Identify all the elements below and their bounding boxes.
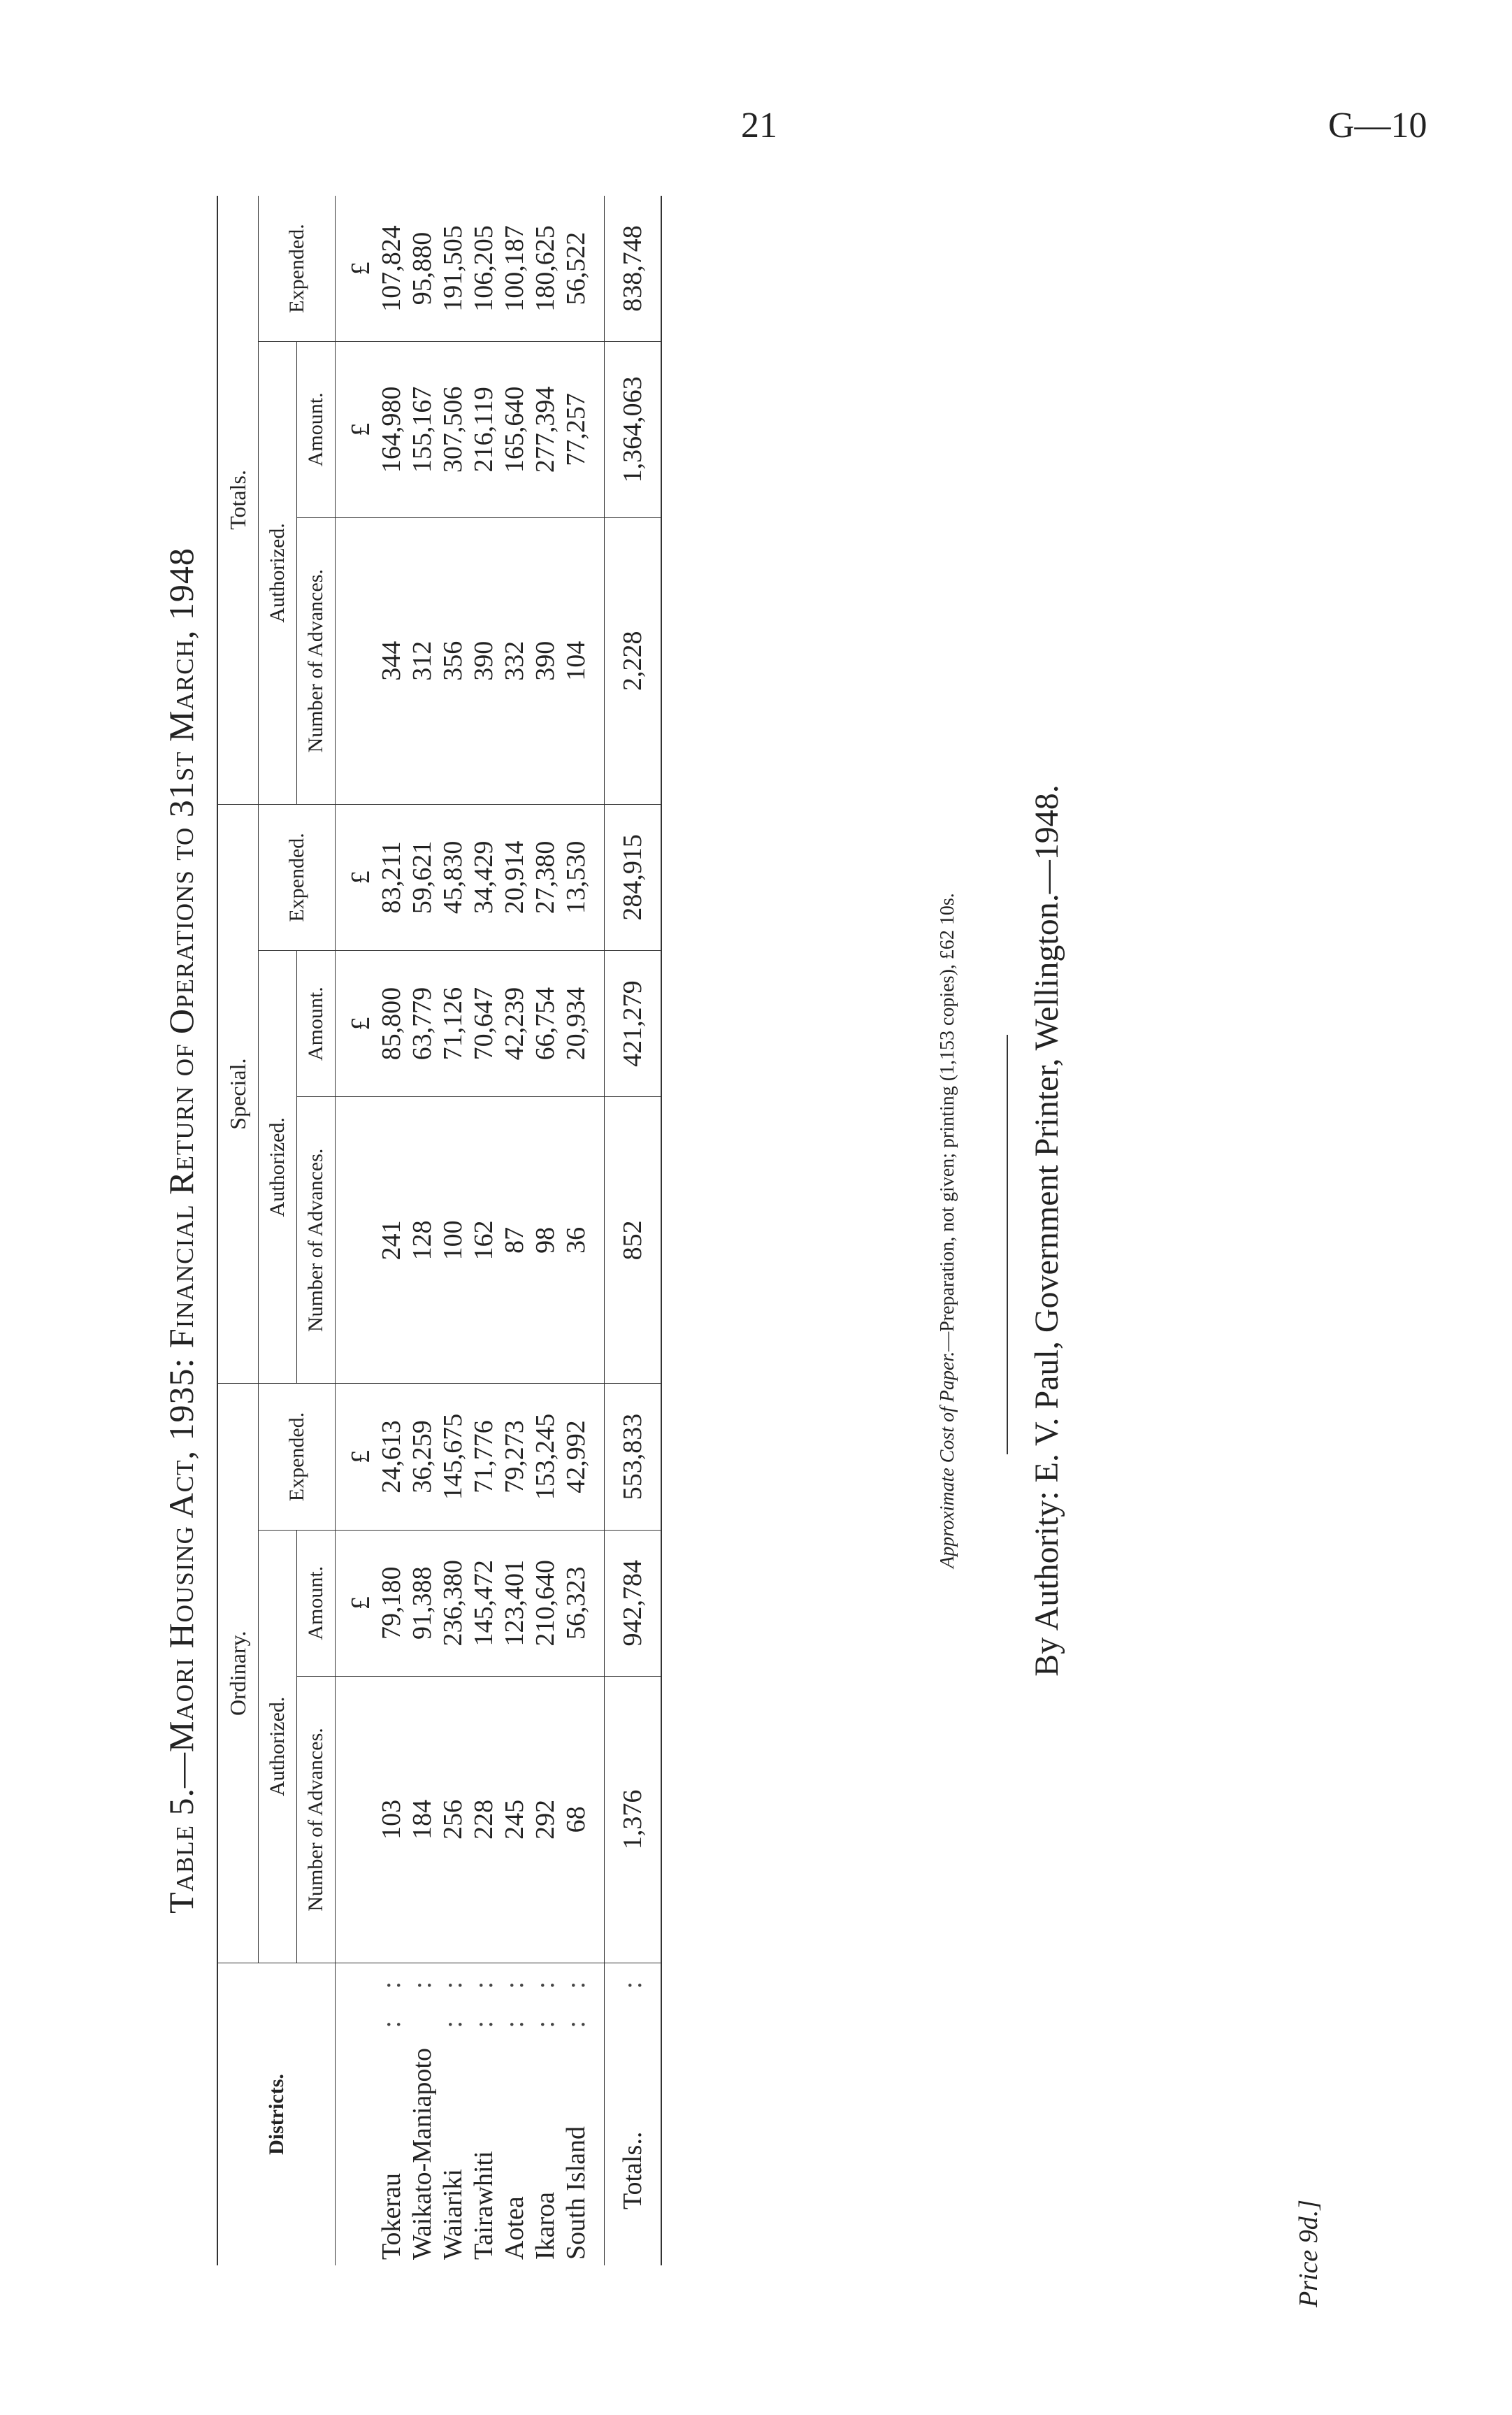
pound-sign: £ [336, 196, 377, 342]
price-note: Price 9d.] [1294, 2199, 1323, 2307]
table-title [161, 196, 201, 2265]
table-row [376, 196, 407, 2265]
pound-sign: £ [336, 342, 377, 518]
cell-s-exp: 83,211 [376, 804, 407, 950]
ordinary-authorized-header: Authorized. [259, 1530, 297, 1963]
ordinary-number-header: Number of Advances. [297, 1676, 336, 1963]
leader-dots: : : [500, 1969, 529, 2028]
total-ordinary-expended: 553,833 [605, 1384, 662, 1530]
rotated-page-content [161, 154, 1475, 2307]
cell-o-exp: 71,776 [468, 1384, 499, 1530]
cell-s-num: 128 [407, 1097, 438, 1384]
special-amount-header: Amount. [297, 951, 336, 1097]
district-cell [499, 1963, 530, 2266]
cost-note [937, 196, 959, 2265]
cell-t-exp: 180,625 [530, 196, 561, 342]
special-authorized-header: Authorized. [259, 951, 297, 1384]
table-row [499, 196, 530, 2265]
page-number: 21 [741, 106, 777, 145]
totals-label: Totals.. [618, 2131, 647, 2209]
total-totals-amount: 1,364,063 [605, 342, 662, 518]
total-special-expended: 284,915 [605, 804, 662, 950]
cell-t-exp: 107,824 [376, 196, 407, 342]
cell-t-amt: 155,167 [407, 342, 438, 518]
leader-dots: : : [438, 1969, 468, 2028]
district-cell [438, 1963, 468, 2266]
leader-dots: : [408, 1969, 437, 1989]
table-title-text: —Maori Housing Act, 1935: Financial Return of Operations to 31st March, 1948 [161, 547, 201, 1788]
cell-o-num: 103 [376, 1676, 407, 1963]
cell-o-exp: 24,613 [376, 1384, 407, 1530]
district-cell [468, 1963, 499, 2266]
cell-t-exp: 100,187 [499, 196, 530, 342]
cell-s-exp: 34,429 [468, 804, 499, 950]
cell-t-exp: 95,880 [407, 196, 438, 342]
district-name: Tokerau [377, 2173, 406, 2260]
cell-s-exp: 13,530 [561, 804, 605, 950]
cell-t-num: 312 [407, 517, 438, 804]
leader-dots: : : [531, 1969, 560, 2028]
cell-t-num: 356 [438, 517, 468, 804]
leader-dots: : : [561, 1969, 591, 2028]
total-totals-number: 2,228 [605, 517, 662, 804]
total-special-amount: 421,279 [605, 951, 662, 1097]
cell-t-exp: 56,522 [561, 196, 605, 342]
district-name: Aotea [500, 2196, 529, 2260]
totals-expended-header: Expended. [259, 196, 336, 342]
pound-sign: £ [336, 804, 377, 950]
cell-o-amt: 236,380 [438, 1530, 468, 1676]
cell-o-amt: 210,640 [530, 1530, 561, 1676]
cell-s-exp: 27,380 [530, 804, 561, 950]
cell-o-exp: 36,259 [407, 1384, 438, 1530]
cell-o-amt: 123,401 [499, 1530, 530, 1676]
district-name: South Island [561, 2126, 591, 2260]
cell-s-amt: 63,779 [407, 951, 438, 1097]
cell-t-amt: 216,119 [468, 342, 499, 518]
district-name: Ikaroa [531, 2191, 560, 2260]
cell-o-amt: 79,180 [376, 1530, 407, 1676]
table-row [561, 196, 605, 2265]
table-body [336, 196, 605, 2265]
pound-sign: £ [336, 951, 377, 1097]
totals-row [605, 196, 662, 2265]
currency-row [336, 196, 377, 2265]
cell-s-num: 87 [499, 1097, 530, 1384]
special-header: Special. [217, 804, 259, 1384]
table-row [468, 196, 499, 2265]
table-row [407, 196, 438, 2265]
cell-s-num: 36 [561, 1097, 605, 1384]
cell-t-num: 332 [499, 517, 530, 804]
cell-o-num: 228 [468, 1676, 499, 1963]
cell-t-num: 104 [561, 517, 605, 804]
cell-s-amt: 71,126 [438, 951, 468, 1097]
total-totals-expended: 838,748 [605, 196, 662, 342]
cell-s-exp: 20,914 [499, 804, 530, 950]
cost-note-label: Approximate Cost of Paper. [937, 1351, 958, 1568]
document-reference: G—10 [1328, 106, 1427, 145]
cell-t-exp: 191,505 [438, 196, 468, 342]
districts-header: Districts. [217, 1963, 336, 2266]
total-special-number: 852 [605, 1097, 662, 1384]
cell-t-amt: 165,640 [499, 342, 530, 518]
cell-t-amt: 77,257 [561, 342, 605, 518]
pound-sign: £ [336, 1384, 377, 1530]
district-name: Tairawhiti [469, 2151, 498, 2260]
cell-o-exp: 79,273 [499, 1384, 530, 1530]
leader-dots: : : [377, 1969, 406, 2028]
divider-rule [1007, 1035, 1008, 1454]
total-ordinary-number: 1,376 [605, 1676, 662, 1963]
totals-label-cell [605, 1963, 662, 2266]
special-expended-header: Expended. [259, 804, 336, 950]
cell-s-amt: 42,239 [499, 951, 530, 1097]
cell-t-exp: 106,205 [468, 196, 499, 342]
printer-authority: By Authority: E. V. Paul, Government Printer, Wellington.—1948. [1028, 784, 1065, 1677]
district-cell [530, 1963, 561, 2266]
cell-o-amt: 91,388 [407, 1530, 438, 1676]
cell-o-num: 184 [407, 1676, 438, 1963]
cell-s-amt: 70,647 [468, 951, 499, 1097]
cell-o-exp: 153,245 [530, 1384, 561, 1530]
district-cell [407, 1963, 438, 2266]
ordinary-expended-header: Expended. [259, 1384, 336, 1530]
cell-o-num: 256 [438, 1676, 468, 1963]
leader-dots: : [618, 1969, 647, 1989]
cell-o-num: 68 [561, 1676, 605, 1963]
special-number-header: Number of Advances. [297, 1097, 336, 1384]
ordinary-header: Ordinary. [217, 1384, 259, 1963]
leader-dots: : : [469, 1969, 498, 2028]
cell-o-num: 292 [530, 1676, 561, 1963]
financial-return-table [217, 196, 662, 2265]
district-name: Waiariki [438, 2169, 468, 2260]
cell-s-num: 100 [438, 1097, 468, 1384]
pound-sign: £ [336, 1530, 377, 1676]
ordinary-amount-header: Amount. [297, 1530, 336, 1676]
cell-s-exp: 45,830 [438, 804, 468, 950]
cell-t-num: 344 [376, 517, 407, 804]
district-name: Waikato-Maniapoto [408, 2048, 437, 2260]
table-row [530, 196, 561, 2265]
cell-t-num: 390 [530, 517, 561, 804]
cell-t-num: 390 [468, 517, 499, 804]
cell-o-exp: 42,992 [561, 1384, 605, 1530]
totals-authorized-header: Authorized. [259, 342, 297, 805]
district-cell [376, 1963, 407, 2266]
cell-o-amt: 145,472 [468, 1530, 499, 1676]
cell-o-num: 245 [499, 1676, 530, 1963]
table-row [438, 196, 468, 2265]
cell-s-amt: 66,754 [530, 951, 561, 1097]
cell-o-amt: 56,323 [561, 1530, 605, 1676]
cell-s-amt: 20,934 [561, 951, 605, 1097]
cell-s-exp: 59,621 [407, 804, 438, 950]
cell-s-num: 241 [376, 1097, 407, 1384]
cell-t-amt: 164,980 [376, 342, 407, 518]
cell-s-num: 98 [530, 1097, 561, 1384]
totals-amount-header: Amount. [297, 342, 336, 518]
cost-note-text: —Preparation, not given; printing (1,153 copies), £62 10s. [937, 893, 958, 1352]
district-cell [561, 1963, 605, 2266]
cell-s-num: 162 [468, 1097, 499, 1384]
total-ordinary-amount: 942,784 [605, 1530, 662, 1676]
cell-o-exp: 145,675 [438, 1384, 468, 1530]
totals-number-header: Number of Advances. [297, 517, 336, 804]
cell-s-amt: 85,800 [376, 951, 407, 1097]
cell-t-amt: 307,506 [438, 342, 468, 518]
table-number: Table 5. [161, 1787, 201, 1914]
cell-t-amt: 277,394 [530, 342, 561, 518]
totals-header: Totals. [217, 196, 259, 804]
